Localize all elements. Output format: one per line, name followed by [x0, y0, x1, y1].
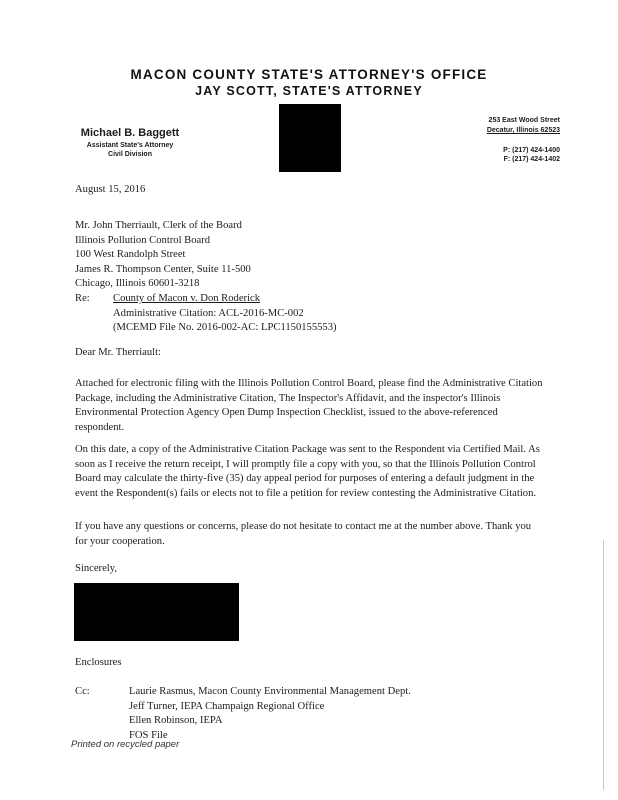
cc-recipient: FOS File: [129, 729, 168, 741]
body-paragraph-1: Attached for electronic filing with the Illinois Pollution Control Board, please find the Administrative Citation Package, including the Administrative Citation, The Inspector's Affidavit, and the inspector's Illinois Environmental Protection Agency Open Dump Inspection Checklist, issued to the above-referenced respondent.: [75, 378, 543, 433]
sender-name: Michael B. Baggett: [80, 127, 180, 139]
closing: Sincerely,: [75, 563, 117, 574]
office-fax: F: (217) 424-1402: [503, 156, 560, 163]
re-block: [113, 292, 337, 336]
re-file: (MCEMD File No. 2016-002-AC: LPC1150155553): [113, 322, 337, 333]
office-phone: P: (217) 424-1400: [503, 147, 560, 154]
cc-list: [129, 685, 411, 743]
scan-edge-line: [603, 540, 604, 790]
recipient-line: James R. Thompson Center, Suite 11-500: [75, 263, 251, 275]
recipient-line: Chicago, Illinois 60601-3218: [75, 278, 200, 289]
recipient-line: Mr. John Therriault, Clerk of the Board: [75, 220, 242, 231]
cc-recipient: Laurie Rasmus, Macon County Environmental Management Dept.: [129, 686, 411, 697]
office-name: MACON COUNTY STATE'S ATTORNEY'S OFFICE: [130, 67, 488, 82]
cc-label: Cc:: [75, 686, 90, 697]
office-street: 253 East Wood Street: [488, 117, 560, 124]
recipient-line: Illinois Pollution Control Board: [75, 234, 211, 246]
sender-division: Civil Division: [108, 151, 152, 158]
redacted-signature: [74, 583, 239, 641]
cc-recipient: Jeff Turner, IEPA Champaign Regional Office: [129, 700, 325, 712]
enclosures: Enclosures: [75, 657, 122, 668]
recycled-paper-note: Printed on recycled paper: [71, 739, 180, 750]
body-paragraph-2: On this date, a copy of the Administrative Citation Package was sent to the Respondent via Certified Mail. As soon as I receive the return receipt, I will promptly file a copy with you, so that the Illinois Pollution Control Board may calculate the thirty-five (35) day appeal period for purposes of entering a default judgment in the event the Respondent(s) fails or elects not to file a petition for review contesting the Administrative Citation.: [75, 444, 540, 499]
sender-title: Assistant State's Attorney: [86, 142, 174, 149]
re-citation: Administrative Citation: ACL-2016-MC-002: [113, 307, 304, 319]
recipient-address: [75, 219, 251, 292]
cc-recipient: Ellen Robinson, IEPA: [129, 715, 223, 726]
re-case: County of Macon v. Don Roderick: [113, 293, 261, 304]
body-paragraph-3: If you have any questions or concerns, please do not hesitate to contact me at the number above. Thank you for your cooperation.: [75, 521, 532, 547]
office-city: Decatur, Illinois 62523: [486, 127, 560, 134]
recipient-line: 100 West Randolph Street: [75, 249, 186, 260]
re-label: Re:: [75, 293, 90, 304]
redacted-seal: [279, 104, 341, 172]
attorney-name: JAY SCOTT, STATE'S ATTORNEY: [195, 84, 423, 98]
letter-date: August 15, 2016: [75, 184, 146, 195]
salutation: Dear Mr. Therriault:: [75, 347, 161, 358]
